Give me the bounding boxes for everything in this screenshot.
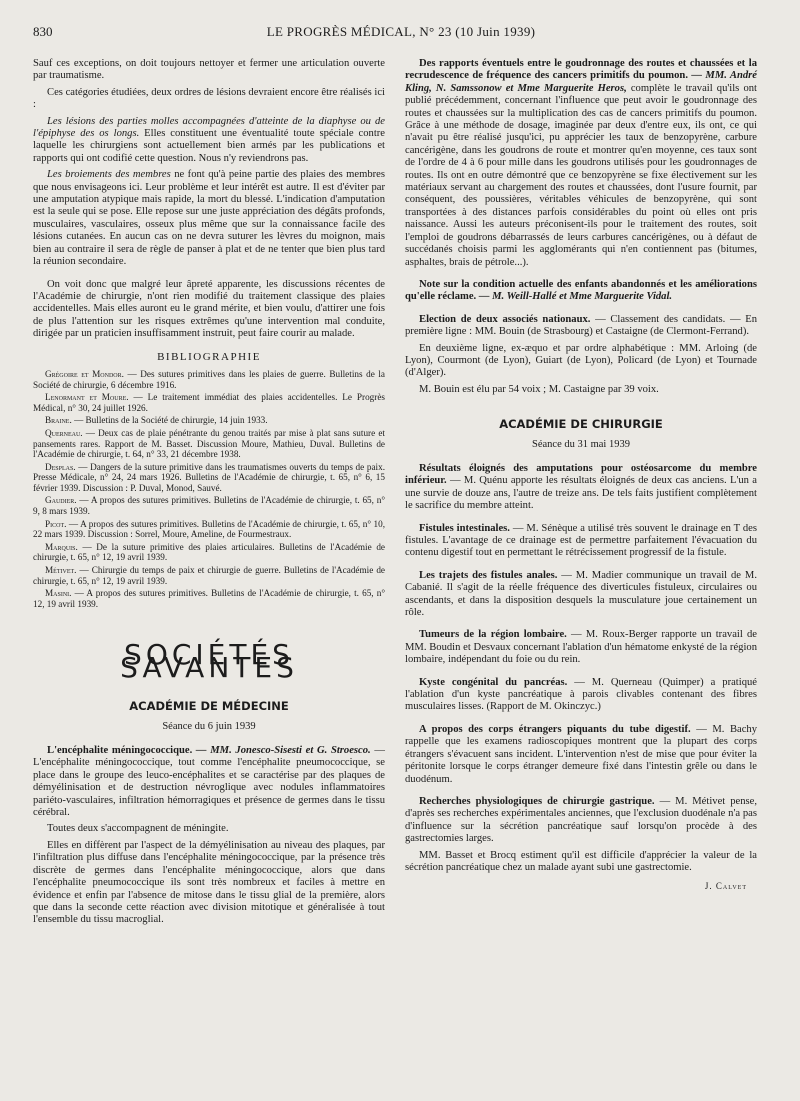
article-paragraph: En deuxième ligne, ex-æquo et par ordre alphabétique : MM. Arloing (de Lyon), Courmont (de Lyon), Guiart (de Lyon), Policard (de Lyon) et Tournade (d'Alger). — [405, 342, 757, 379]
bib-entry: Masini. — A propos des sutures primitives. Bulletins de l'Académie de chirurgie, t. 65, n° 12, 19 avril 1939. — [33, 588, 385, 609]
session-date: Séance du 6 juin 1939 — [162, 720, 256, 732]
article-paragraph: Des rapports éventuels entre le goudronnage des routes et chaussées et la recrudescence de fréquence des cancers primitifs du poumon. — MM. André Kling, N. Samssonow et Mme Marguerite Heros, complète le travail qu'ils ont publié précédemment, concernant l'influence que peut avoir le goudronnage des routes et chaussées sur la multiplication des cas de cancers primitifs du poumon. Grâce à une méthode de dosage, imaginée par deux d'entre eux, ils ont, ce qui n'avait pu être réalisé jusqu'ici, pu apprécier les taux de benzopyrène, carbure cancérigène, dans les goudrons de route et montrer qu'en moyenne, ces taux sont de l'ordre de 4 à 6 pour mille dans les goudrons utilisés pour les goudronnages de routes. Ils ont en outre démontré que ce benzopyrène se fixe électivement sur les matériaux servant au chargement des routes et chaussées, dont l'usure fournit, par conséquent, des poussières, véritables véhicules de benzopyrène, qui sont transportées à des distances parfois considérables du point où elles ont pris naissance. Aussi les auteurs préconisent-ils pour le traitement des routes, soit l'emploi de goudrons débarrassés de leurs carbures cancérigènes, ou à défaut de succédanés choisis parmi les agglomérants qui n'en contiennent pas (bitumes, asphaltes, brais de pétrole...). — [405, 58, 757, 268]
paragraph: Ces catégories étudiées, deux ordres de lésions devraient encore être réalisés ici : — [33, 86, 385, 111]
bib-entry: Braine. — Bulletins de la Société de chirurgie, 14 juin 1933. — [45, 415, 268, 426]
article-paragraph: Recherches physiologiques de chirurgie gastrique. — M. Métivet pense, d'après ses recherches expérimentales anciennes, que l'exclusion duodénale n'a pas d'influence sur la sécrétion pancréatique sauf lorsqu'on procède à des gastrectomies larges. — [405, 795, 757, 845]
bibliography-heading: BIBLIOGRAPHIE — [157, 350, 261, 363]
article-paragraph: Elles en diffèrent par l'aspect de la démyélinisation au niveau des plaques, par l'infiltration plus diffuse dans l'encéphalite méningococcique, par la présence très discrète de germes dans l'encéphalite méningococcique, alors que dans l'encéphalite pneumococcique ils sont très nombreux et faciles à mettre en évidence et enfin par l'absence de mitose dans le tissu glial de la première, alors que dans la seconde cette réaction avec division mitotique et généralisée à tout l'ensemble du tissu macroglial. — [33, 839, 385, 926]
bib-entry: Marquis. — De la suture primitive des plaies articulaires. Bulletins de l'Académie de chirurgie, t. 65, n° 12, 19 avril 1939. — [33, 541, 385, 563]
article-paragraph: L'encéphalite méningococcique. — MM. Jonesco-Sisesti et G. Stroesco. — L'encéphalite méningococcique, tout comme l'encéphalite pneumococcique, se place dans le groupe des leuco-encéphalites et se caractérise par des plaques de démyélinisation et de destruction névroglique avec nodules inflammatoires pariéto-vasculaires, infiltration hémorragiques et présence de germes dans le tissu cérébral. — [33, 745, 385, 819]
page-header — [33, 22, 769, 44]
right-column — [405, 58, 757, 893]
bib-entry: Gaudier. — A propos des sutures primitives. Bulletins de l'Académie de chirurgie, t. 65, n° 9, 8 mars 1939. — [33, 495, 385, 517]
bib-entry: Métivet. — Chirurgie du temps de paix et chirurgie de guerre. Bulletins de l'Académie de chirurgie, t. 65, n° 12, 19 avril 1939. — [33, 565, 385, 586]
paragraph: Les broiements des membres ne font qu'à peine partie des plaies des membres que nous envisageons ici. Leur problème et leur intérêt est autre. Il est d'éviter par une amputation atypique mais rapide, la mort du blessé. L'indication d'amputation est la seule qui se pose. Elle repose sur une juste appréciation des dégâts profonds, musculaires, vasculaires, osseux plus même que sur la connaissance facile des lésions cutanées. En aucun cas on ne devra suturer les lèvres du moignon, mais bien au contraire il sera de règle de panser à plat et de ne tenter que bien plus tard la réunion secondaire. — [33, 169, 386, 268]
bib-entry: Desplas. — Dangers de la suture primitive dans les traumatismes ouverts du temps de paix. Presse Médicale, n° 24, 24 mars 1926. Bulletins de l'Académie de chirurgie, t. 65, n° 6, 15 février 1939. Discussion : P. Duval, Monod, Sauvé. — [33, 461, 385, 493]
left-column — [33, 58, 385, 931]
article-paragraph: Tumeurs de la région lombaire. — M. Roux-Berger rapporte un travail de MM. Boudin et Desvaux concernant l'ablation d'un hématome enkysté de la région lombaire, indépendant du foie ou du rein. — [405, 629, 757, 666]
article-paragraph: M. Bouin est élu par 54 voix ; M. Castaigne par 39 voix. — [419, 383, 659, 395]
section-title: SOCIÉTÉS SAVANTES — [120, 638, 298, 684]
academy-heading: ACADÉMIE DE CHIRURGIE — [499, 417, 663, 432]
paragraph: Sauf ces exceptions, on doit toujours nettoyer et fermer une articulation ouverte par traumatisme. — [33, 58, 385, 82]
article-paragraph: Kyste congénital du pancréas. — M. Querneau (Quimper) a pratiqué l'ablation d'un kyste pancréatique à parois clivables contenant des fibres musculaires lisses. (Rapport de M. Okinczyc.) — [405, 676, 757, 713]
author-signature: J. Calvet — [704, 881, 747, 892]
session-date: Séance du 31 mai 1939 — [532, 438, 630, 450]
academy-heading: ACADÉMIE DE MÉDECINE — [129, 699, 289, 714]
bib-entry: Lenormant et Moure. — Le traitement immédiat des plaies accidentelles. Le Progrès Médical, n° 30, 24 juillet 1926. — [33, 392, 385, 413]
article-paragraph: Les trajets des fistules anales. — M. Madier communique un travail de M. Cabanié. Il s'agit de la réelle fréquence des diverticules fistuleux, circulaires ou ascendants, et dans la disposition desquels la musculature joue certainement un rôle. — [405, 569, 757, 619]
bib-entry: Querneau. — Deux cas de plaie pénétrante du genou traités par mise à plat sans suture et pansements rares. Rapport de M. Basset. Discussion Moure, Mathieu, Duval. Bulletins de l'Académie de chirurgie, t. 64, n° 33, 21 décembre 1938. — [33, 427, 385, 460]
page-number: 830 — [33, 24, 53, 39]
article-paragraph: MM. Basset et Brocq estiment qu'il est difficile d'apprécier la valeur de la sécrétion pancréatique chez un malade ayant subi une gastrectomie. — [405, 849, 757, 873]
article-paragraph: Fistules intestinales. — M. Sénèque a utilisé très souvent le drainage en T des fistules. L'avantage de ce drainage est de permettre parfaitement l'évacuation du contenu digestif tout en permettant le rétrécissement progressif de la fistule. — [405, 522, 757, 559]
paragraph: On voit donc que malgré leur âpreté apparente, les discussions récentes de l'Académie de chirurgie, n'ont rien modifié du traitement classique des plaies accidentelles. Mais elles auront eu le grand mérite, et bien voulu, d'attirer une fois de plus l'attention sur les risques extrêmes qu'une intervention mal conduite, dirigée par un praticien insuffisamment instruit, peut faire courir au malade. — [33, 278, 385, 340]
bib-entry: Picot. — A propos des sutures primitives. Bulletins de l'Académie de chirurgie, t. 65, n° 10, 22 mars 1939. Discussion : Sorrel, Moure, Ameline, de Fourmestraux. — [33, 518, 385, 540]
article-paragraph: Toutes deux s'accompagnent de méningite. — [47, 823, 229, 835]
bib-entry: Grégoire et Mondor. — Des sutures primitives dans les plaies de guerre. Bulletins de la Société de chirurgie, 6 décembre 1916. — [33, 368, 385, 390]
paragraph: Les lésions des parties molles accompagnées d'atteinte de la diaphyse ou de l'épiphyse des os longs. Elles constituent une éventualité toute spéciale contre laquelle les chirurgiens sont actuellement bien armés par les publications et rapports qui ont codifié cette question. Nous n'y reviendrons pas. — [33, 115, 385, 164]
article-paragraph: Note sur la condition actuelle des enfants abandonnés et les améliorations qu'elle réclame. — M. Weill-Hallé et Mme Marguerite Vidal. — [405, 278, 757, 303]
article-paragraph: A propos des corps étrangers piquants du tube digestif. — M. Bachy rappelle que les examens radioscopiques montrent que la plupart des corps étrangers s'évacuent sans incident. L'intervention n'est de mise que pour éviter la péritonite lorsque le corps étranger demeure fixé dans l'intestin grêle ou dans le duodénum. — [405, 723, 758, 785]
bibliography-list — [33, 369, 385, 609]
article-paragraph: Résultats éloignés des amputations pour ostéosarcome du membre inférieur. — M. Quénu apporte les résultats éloignés de deux cas anciens. L'un a une survie de douze ans, l'autre de treize ans. De tels faits justifient complètement le sacrifice du membre atteint. — [405, 462, 757, 512]
article-paragraph: Election de deux associés nationaux. — Classement des candidats. — En première ligne : MM. Bouin (de Strasbourg) et Castaigne (de Clermont-Ferrand). — [405, 313, 757, 338]
journal-title: LE PROGRÈS MÉDICAL, N° 23 (10 Juin 1939) — [266, 24, 536, 39]
